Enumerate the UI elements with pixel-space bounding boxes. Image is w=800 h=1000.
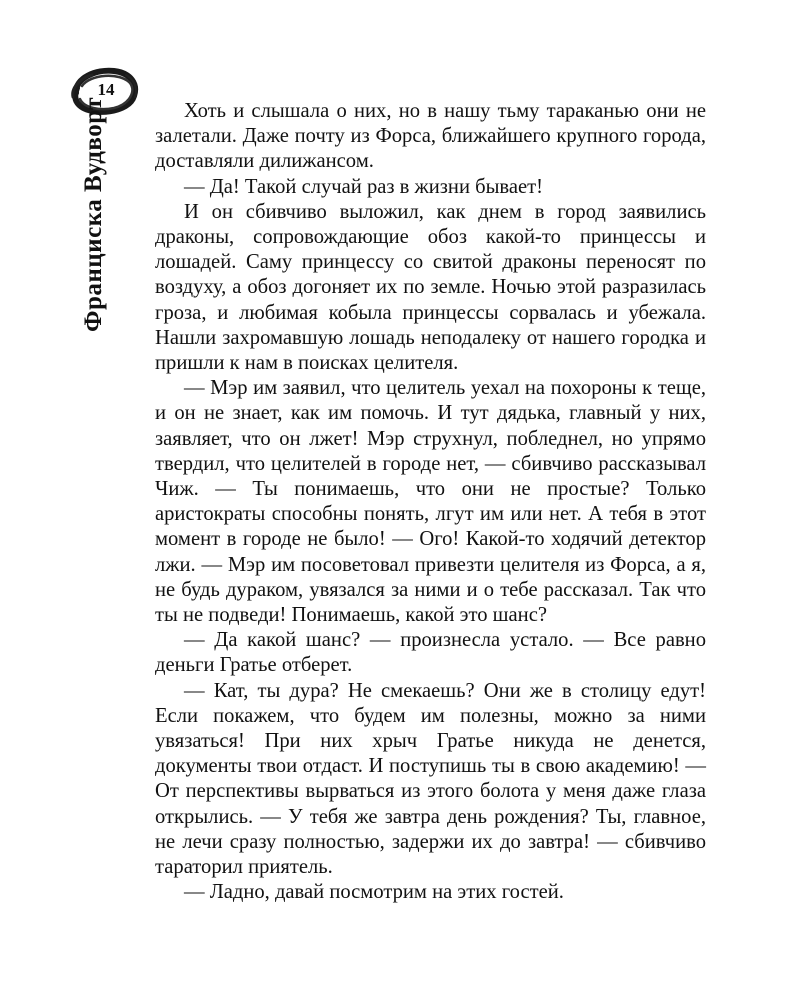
paragraph: Хоть и слышала о них, но в нашу тьму тараканью они не залетали. Даже почту из Форса, ближайшего крупного города, доставляли дилижансом.: [155, 100, 706, 173]
page-number: 14: [97, 80, 115, 99]
paragraph: — Мэр им заявил, что целитель уехал на похороны к теще, и он не знает, как им помочь. И тут дядька, главный у них, заявляет, что он лжет! Мэр струхнул, побледнел, но упрямо твердил, что целителей в городе нет, — сбивчиво рассказывал Чиж. — Ты понимаешь, что они не простые? Только аристократы способны понять, лгут им или нет. А тебя в этот момент в городе не было! — Ого! Какой-то ходячий детектор лжи. — Мэр им посоветовал привезти целителя из Форса, а я, не будь дураком, увязался за ними и о тебе рассказал. Так что ты не подведи! Понимаешь, какой это шанс?: [155, 377, 706, 627]
paragraph: — Да! Такой случай раз в жизни бывает!: [184, 175, 544, 198]
running-header-author: Франциска Вудворт: [80, 96, 107, 332]
body-text: [155, 99, 706, 906]
paragraph: И он сбивчиво выложил, как днем в город заявились драконы, сопровождающие обоз какой-то принцессы и лошадей. Саму принцессу со свитой драконы переносят по воздуху, а обоз догоняет их по земле. Ночью этой разразилась гроза, и любимая кобыла принцессы сорвалась и убежала. Нашли захромавшую лошадь неподалеку от нашего городка и пришли к нам в поисках целителя.: [155, 200, 706, 375]
paragraph: — Да какой шанс? — произнесла устало. — Все равно деньги Гратье отберет.: [155, 629, 706, 677]
paragraph: — Кат, ты дура? Не смекаешь? Они же в столицу едут! Если покажем, что будем им полезны, можно за ними увязаться! При них хрыч Гратье никуда не денется, документы твои отдаст. И поступишь ты в свою академию! — От перспективы вырваться из этого болота у меня даже глаза открылись. — У тебя же завтра день рождения? Ты, главное, не лечи сразу полностью, задержи их до завтра! — сбивчиво тараторил приятель.: [155, 679, 706, 879]
paragraph: — Ладно, давай посмотрим на этих гостей.: [184, 881, 564, 904]
